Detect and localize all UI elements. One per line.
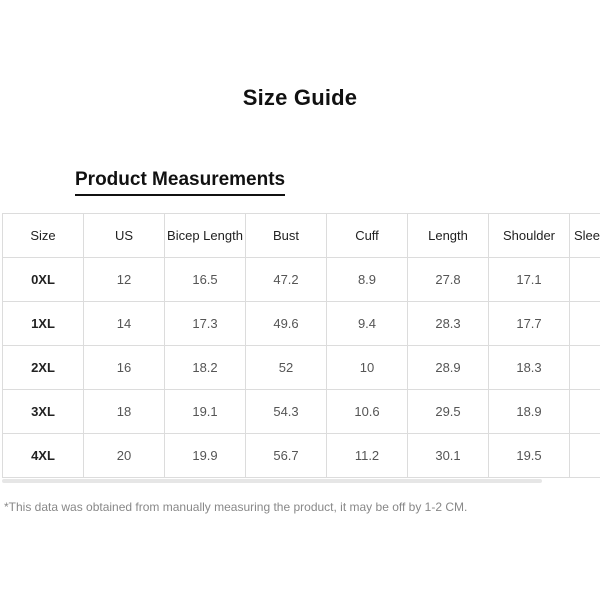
cell-bicep-length: 18.2 [165,346,246,390]
page-title: Size Guide [242,85,358,110]
cell-us: 18 [84,390,165,434]
cell-size: 4XL [3,434,84,478]
cell-sleeve [570,302,600,346]
cell-shoulder: 18.3 [489,346,570,390]
cell-sleeve [570,346,600,390]
header-length: Length [408,214,489,258]
cell-cuff: 9.4 [327,302,408,346]
cell-bust: 54.3 [246,390,327,434]
cell-shoulder: 19.5 [489,434,570,478]
cell-bicep-length: 17.3 [165,302,246,346]
cell-bicep-length: 16.5 [165,258,246,302]
cell-shoulder: 18.9 [489,390,570,434]
header-sleeve: Slee [570,214,600,258]
table-row [3,390,600,434]
table-header-row [3,214,600,258]
cell-bicep-length: 19.1 [165,390,246,434]
cell-length: 28.9 [408,346,489,390]
header-us: US [84,214,165,258]
cell-shoulder: 17.7 [489,302,570,346]
header-bust: Bust [246,214,327,258]
section-title: Product Measurements [75,168,285,196]
cell-cuff: 10 [327,346,408,390]
cell-us: 20 [84,434,165,478]
header-bicep-length: Bicep Length [165,214,246,258]
cell-length: 27.8 [408,258,489,302]
cell-bust: 52 [246,346,327,390]
cell-us: 16 [84,346,165,390]
cell-us: 14 [84,302,165,346]
cell-sleeve [570,390,600,434]
cell-size: 1XL [3,302,84,346]
horizontal-scrollbar[interactable] [2,479,542,483]
measurements-table [2,213,600,478]
cell-size: 0XL [3,258,84,302]
cell-cuff: 10.6 [327,390,408,434]
cell-length: 30.1 [408,434,489,478]
table-row [3,346,600,390]
cell-length: 29.5 [408,390,489,434]
measurement-disclaimer: *This data was obtained from manually measuring the product, it may be off by 1-2 CM. [4,500,468,514]
cell-cuff: 11.2 [327,434,408,478]
cell-size: 3XL [3,390,84,434]
header-size: Size [3,214,84,258]
cell-bust: 49.6 [246,302,327,346]
cell-length: 28.3 [408,302,489,346]
cell-bust: 47.2 [246,258,327,302]
cell-shoulder: 17.1 [489,258,570,302]
cell-bust: 56.7 [246,434,327,478]
table-row [3,302,600,346]
cell-cuff: 8.9 [327,258,408,302]
header-cuff: Cuff [327,214,408,258]
header-shoulder: Shoulder [489,214,570,258]
measurements-table-container[interactable] [0,213,600,485]
cell-us: 12 [84,258,165,302]
table-row [3,258,600,302]
cell-bicep-length: 19.9 [165,434,246,478]
table-row [3,434,600,478]
cell-sleeve [570,258,600,302]
cell-sleeve [570,434,600,478]
cell-size: 2XL [3,346,84,390]
